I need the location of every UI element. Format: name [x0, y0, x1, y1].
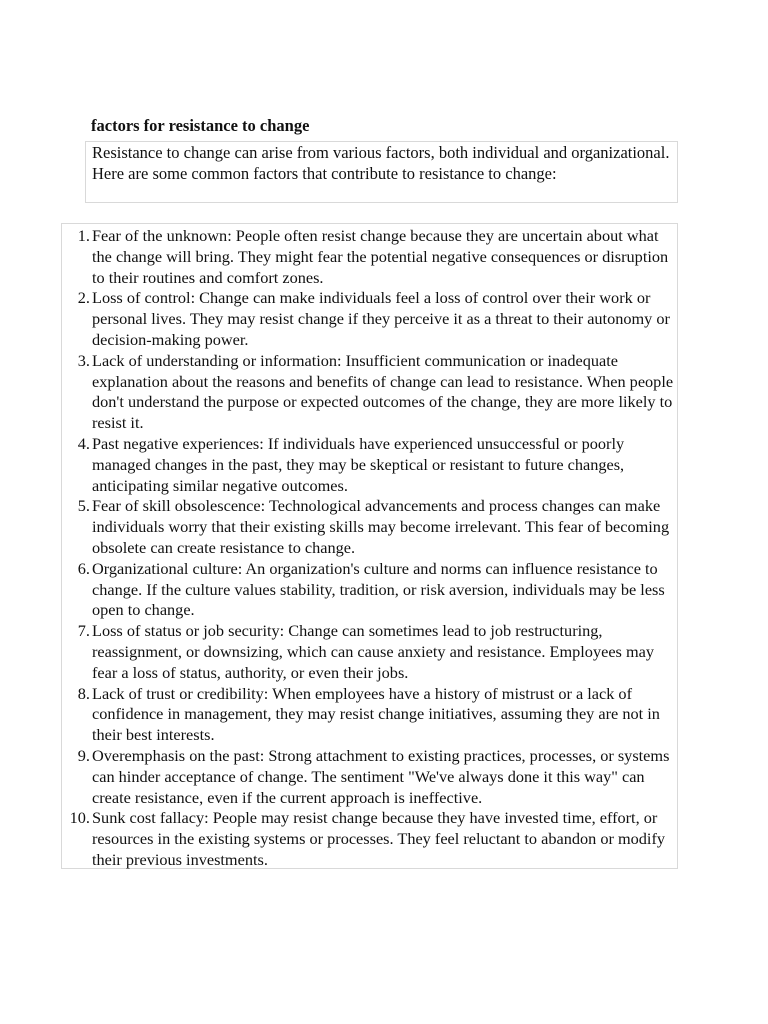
list-item-text: Fear of the unknown: People often resist change because they are uncertain about what the change will bring. They might fear the potential negative consequences or disruption to their routines and comfort zones. [92, 226, 669, 287]
list-item-number: 4. [77, 433, 90, 453]
list-item-text: Organizational culture: An organization's culture and norms can influence resistance to change. If the culture values stability, tradition, or risk aversion, individuals may be less open to change. [92, 558, 665, 620]
list-item-number: 5. [77, 496, 90, 516]
list-item [62, 684, 675, 746]
list-item-number: 8. [77, 683, 90, 703]
list-item-number: 10. [69, 808, 90, 828]
list-item-number: 6. [77, 558, 90, 578]
list-item [62, 434, 675, 496]
intro-paragraph: Resistance to change can arise from various factors, both individual and organizational. Here are some common factors that contribute to resistance to change: [85, 141, 678, 203]
list-item [62, 496, 675, 558]
list-item-text: Past negative experiences: If individuals have experienced unsuccessful or poorly managed changes in the past, they may be skeptical or resistant to future changes, anticipating similar negative outcomes. [92, 433, 625, 495]
list-item [62, 808, 675, 870]
list-item-number: 3. [77, 350, 90, 370]
list-item [62, 559, 675, 621]
document-title: factors for resistance to change [91, 116, 310, 135]
list-item-number: 9. [77, 745, 90, 765]
list-item-number: 2. [77, 288, 90, 308]
list-item-text: Lack of understanding or information: Insufficient communication or inadequate explanation about the reasons and benefits of change can lead to resistance. When people don't understand the purpose or expected outcomes of the change, they are more likely to resist it. [92, 350, 674, 433]
list-item-text: Overemphasis on the past: Strong attachment to existing practices, processes, or systems can hinder acceptance of change. The sentiment "We've always done it this way" can create resistance, even if the current approach is ineffective. [92, 745, 670, 807]
list-item-text: Fear of skill obsolescence: Technological advancements and process changes can make individuals worry that their existing skills may become irrelevant. This fear of becoming obsolete can create resistance to change. [92, 496, 670, 557]
factors-list [61, 223, 678, 869]
list-item-text: Sunk cost fallacy: People may resist change because they have invested time, effort, or resources in the existing systems or processes. They feel reluctant to abandon or modify their previous investments. [92, 808, 666, 869]
list-item-text: Loss of control: Change can make individuals feel a loss of control over their work or personal lives. They may resist change if they perceive it as a threat to their autonomy or decision-making power. [92, 288, 670, 349]
list-item [62, 288, 675, 350]
list-item [62, 621, 675, 683]
list-item-text: Lack of trust or credibility: When employees have a history of mistrust or a lack of confidence in management, they may resist change initiatives, assuming they are not in their best interests. [92, 683, 660, 745]
list-item-number: 1. [77, 226, 90, 245]
list-item-text: Loss of status or job security: Change can sometimes lead to job restructuring, reassignment, or downsizing, which can cause anxiety and resistance. Employees may fear a loss of status, authority, or even their jobs. [92, 621, 654, 682]
list-item [62, 226, 675, 288]
list-item [62, 351, 675, 434]
list-item [62, 746, 675, 808]
list-item-number: 7. [77, 621, 90, 641]
